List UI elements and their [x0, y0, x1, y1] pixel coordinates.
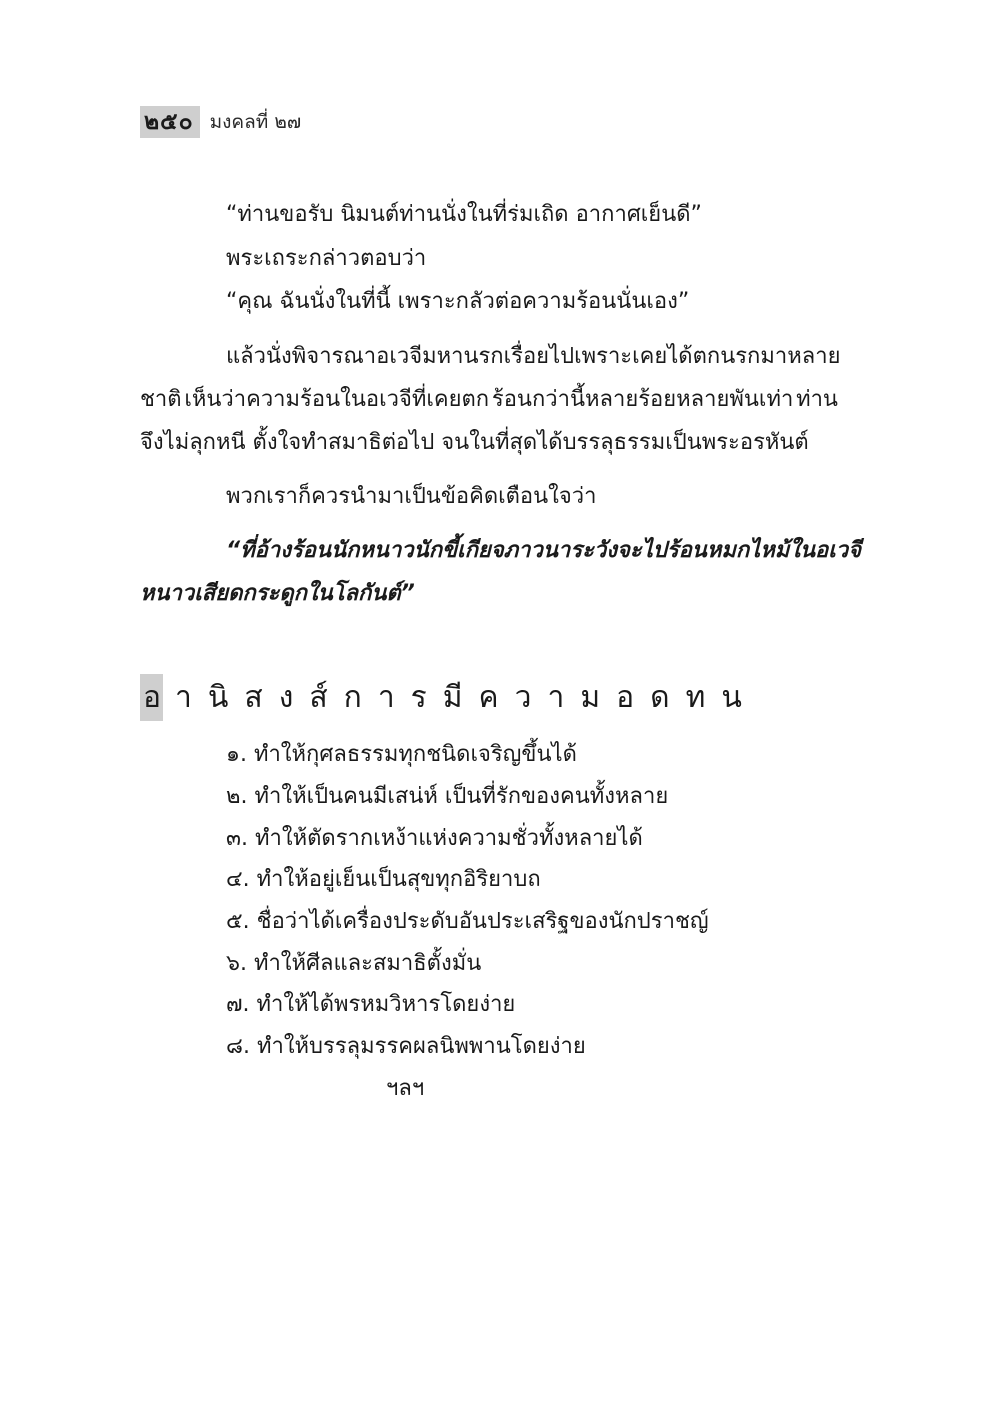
- list-item: ๒. ทำให้เป็นคนมีเสน่ห์ เป็นที่รักของคนทั้งหลาย: [226, 784, 669, 809]
- dialogue-line-2: “คุณ ฉันนั่งในที่นี้ เพราะกลัวต่อความร้อนนั่นเอง”: [226, 289, 690, 314]
- list-item: ๗. ทำให้ได้พรหมวิหารโดยง่าย: [226, 992, 516, 1017]
- reflection-line: พวกเราก็ควรนำมาเป็นข้อคิดเตือนใจว่า: [226, 484, 597, 509]
- page-header: [140, 106, 301, 138]
- paragraph-line: จึงไม่ลุกหนี ตั้งใจทำสมาธิต่อไป จนในที่สุดได้บรรลุธรรมเป็นพระอรหันต์: [140, 430, 809, 455]
- page-number: ๒๕๐: [140, 106, 200, 138]
- section-heading: [140, 676, 758, 718]
- text-segment: แล้วนั่งพิจารณาอเวจีมหานรกเรื่อยไป: [226, 344, 575, 369]
- quote-line: หนาวเสียดกระดูกในโลกันต์”: [140, 581, 415, 606]
- dialogue-line-1: “ท่านขอรับ นิมนต์ท่านนั่งในที่ร่มเถิด อากาศเย็นดี”: [226, 202, 702, 227]
- text-segment: ชาติ: [140, 387, 182, 412]
- text-segment: “ที่อ้างร้อนนักหนาวนัก: [226, 538, 443, 563]
- list-item: ๔. ทำให้อยู่เย็นเป็นสุขทุกอิริยาบถ: [226, 867, 541, 892]
- text-segment: เพราะเคยได้ตกนรกมาหลาย: [574, 344, 841, 369]
- text-segment: ระวังจะไปร้อนหมกไหม้ในอเวจี: [570, 538, 861, 563]
- paragraph-line: [226, 338, 841, 373]
- text-segment: ท่าน: [796, 387, 838, 412]
- list-item: ๘. ทำให้บรรลุมรรคผลนิพพานโดยง่าย: [226, 1034, 586, 1059]
- quote-line: [226, 532, 861, 567]
- heading-first-letter: อ: [140, 674, 163, 721]
- running-title: มงคลที่ ๒๗: [209, 111, 302, 133]
- narration-line: พระเถระกล่าวตอบว่า: [226, 246, 427, 271]
- list-item: ๕. ชื่อว่าได้เครื่องประดับอันประเสริฐของนักปราชญ์: [226, 909, 709, 934]
- text-segment: ร้อนกว่านี้หลายร้อยหลายพันเท่า: [491, 387, 794, 412]
- text-segment: ขี้เกียจภาวนา: [442, 538, 571, 563]
- paragraph-line: [140, 381, 838, 416]
- ending-mark: ฯลฯ: [386, 1076, 425, 1101]
- heading-text: านิสงส์การมีความอดทน: [175, 679, 758, 715]
- list-item: ๓. ทำให้ตัดรากเหง้าแห่งความชั่วทั้งหลายได้: [226, 826, 643, 851]
- text-segment: เห็นว่าความร้อนในอเวจีที่เคยตก: [184, 387, 490, 412]
- list-item: ๑. ทำให้กุศลธรรมทุกชนิดเจริญขึ้นได้: [226, 742, 577, 767]
- list-item: ๖. ทำให้ศีลและสมาธิตั้งมั่น: [226, 951, 482, 976]
